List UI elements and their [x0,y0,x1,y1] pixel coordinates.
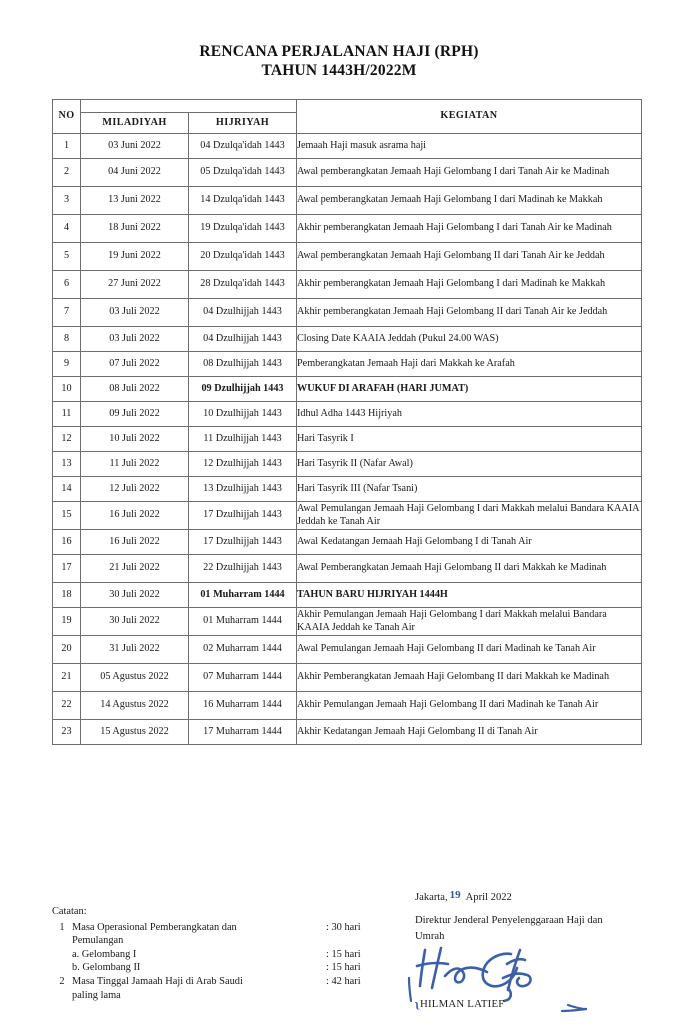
cell-no: 22 [53,692,81,720]
cell-hijriyah: 28 Dzulqa'idah 1443 [189,271,297,299]
cell-no: 7 [53,299,81,327]
cell-miladiyah: 30 Juli 2022 [81,608,189,636]
cell-no: 1 [53,134,81,159]
table-row [53,271,642,299]
cell-no: 2 [53,159,81,187]
cell-miladiyah: 19 Juni 2022 [81,243,189,271]
signature-name-text: HILMAN LATIEF [420,998,505,1010]
table-head [53,100,642,134]
notes-heading: Catatan: [52,906,87,917]
header-hijriyah: HIJRIYAH [189,113,297,134]
cell-no: 11 [53,402,81,427]
cell-kegiatan: Akhir pemberangkatan Jemaah Haji Gelombang I dari Madinah ke Makkah [297,271,642,299]
title-line-1: RENCANA PERJALANAN HAJI (RPH) [199,43,479,60]
note-label: Masa Tinggal Jamaah Haji di Arab Saudi [72,975,243,987]
table-row [53,692,642,720]
table-row [53,530,642,555]
cell-miladiyah: 04 Juni 2022 [81,159,189,187]
signature-flourish-icon [556,1000,596,1018]
cell-kegiatan: Awal Pemulangan Jemaah Haji Gelombang I dari Makkah melalui Bandara KAAIA Jeddah ke Tanah Air [297,502,642,530]
cell-miladiyah: 08 Juli 2022 [81,377,189,402]
cell-miladiyah: 10 Juli 2022 [81,427,189,452]
cell-kegiatan: Awal Pemulangan Jemaah Haji Gelombang II dari Madinah ke Tanah Air [297,636,642,664]
cell-kegiatan: Akhir Kedatangan Jemaah Haji Gelombang II di Tanah Air [297,720,642,745]
cell-kegiatan: Closing Date KAAIA Jeddah (Pukul 24.00 WAS) [297,327,642,352]
cell-miladiyah: 09 Juli 2022 [81,402,189,427]
cell-no: 6 [53,271,81,299]
cell-kegiatan: Jemaah Haji masuk asrama haji [297,134,642,159]
cell-miladiyah: 12 Juli 2022 [81,477,189,502]
cell-no: 13 [53,452,81,477]
cell-miladiyah: 27 Juni 2022 [81,271,189,299]
cell-kegiatan: Akhir Pemulangan Jemaah Haji Gelombang II dari Madinah ke Tanah Air [297,692,642,720]
cell-no: 20 [53,636,81,664]
note-label-continued: paling lama [72,989,121,1001]
cell-miladiyah: 16 Juli 2022 [81,502,189,530]
cell-miladiyah: 16 Juli 2022 [81,530,189,555]
table-row [53,215,642,243]
table-row [53,327,642,352]
cell-no: 10 [53,377,81,402]
cell-kegiatan: Hari Tasyrik I [297,427,642,452]
cell-miladiyah: 21 Juli 2022 [81,555,189,583]
signature-block [415,888,665,998]
cell-hijriyah: 14 Dzulqa'idah 1443 [189,187,297,215]
cell-hijriyah: 08 Dzulhijjah 1443 [189,352,297,377]
cell-no: 18 [53,583,81,608]
note-item [52,948,382,962]
cell-no: 19 [53,608,81,636]
cell-hijriyah: 10 Dzulhijjah 1443 [189,402,297,427]
note-number: 1 [59,921,65,933]
header-kegiatan: KEGIATAN [297,100,642,134]
cell-hijriyah: 11 Dzulhijjah 1443 [189,427,297,452]
cell-miladiyah: 15 Agustus 2022 [81,720,189,745]
cell-hijriyah: 01 Muharram 1444 [189,608,297,636]
cell-kegiatan: Awal Kedatangan Jemaah Haji Gelombang I di Tanah Air [297,530,642,555]
signature-day-handwritten: 19 [449,889,461,901]
cell-kegiatan: Akhir Pemberangkatan Jemaah Haji Gelombang II dari Makkah ke Madinah [297,664,642,692]
cell-kegiatan: Hari Tasyrik II (Nafar Awal) [297,452,642,477]
table-row [53,555,642,583]
signature-place-date [415,888,665,905]
cell-hijriyah: 04 Dzulhijjah 1443 [189,299,297,327]
note-value: : 30 hari [326,921,361,933]
cell-miladiyah: 03 Juli 2022 [81,327,189,352]
note-label: b. Gelombang II [72,962,141,974]
table-row [53,159,642,187]
cell-kegiatan: Akhir pemberangkatan Jemaah Haji Gelombang II dari Tanah Air ke Jeddah [297,299,642,327]
table-row [53,427,642,452]
table-row [53,352,642,377]
cell-no: 8 [53,327,81,352]
schedule-table-container [52,99,641,745]
cell-kegiatan: TAHUN BARU HIJRIYAH 1444H [297,583,642,608]
cell-kegiatan: Awal pemberangkatan Jemaah Haji Gelombang I dari Tanah Air ke Madinah [297,159,642,187]
cell-no: 9 [53,352,81,377]
cell-kegiatan: Awal pemberangkatan Jemaah Haji Gelombang I dari Madinah ke Makkah [297,187,642,215]
table-row [53,583,642,608]
note-label-continued: Pemulangan [72,935,124,947]
cell-no: 17 [53,555,81,583]
header-tanggal-group [81,100,297,113]
cell-kegiatan: Akhir Pemulangan Jemaah Haji Gelombang I dari Makkah melalui Bandara KAAIA Jeddah ke Tanah Air [297,608,642,636]
signature-month-year: April 2022 [465,892,512,903]
table-row [53,134,642,159]
signature-role-line-2: Umrah [415,931,445,942]
note-item [52,975,382,989]
cell-kegiatan: Hari Tasyrik III (Nafar Tsani) [297,477,642,502]
cell-hijriyah: 04 Dzulhijjah 1443 [189,327,297,352]
table-row [53,502,642,530]
page-title [0,42,678,80]
cell-miladiyah: 03 Juli 2022 [81,299,189,327]
handwritten-signature-icon [407,944,637,1004]
cell-no: 12 [53,427,81,452]
signature-mark [415,946,645,998]
cell-miladiyah: 05 Agustus 2022 [81,664,189,692]
header-no: NO [53,100,81,134]
cell-hijriyah: 07 Muharram 1444 [189,664,297,692]
table-row [53,636,642,664]
cell-no: 5 [53,243,81,271]
cell-hijriyah: 17 Muharram 1444 [189,720,297,745]
table-row [53,187,642,215]
cell-no: 4 [53,215,81,243]
cell-hijriyah: 22 Dzulhijjah 1443 [189,555,297,583]
note-number: 2 [59,975,65,987]
cell-no: 14 [53,477,81,502]
table-row [53,608,642,636]
cell-hijriyah: 17 Dzulhijjah 1443 [189,530,297,555]
cell-kegiatan: Awal pemberangkatan Jemaah Haji Gelombang II dari Tanah Air ke Jeddah [297,243,642,271]
note-value: : 42 hari [326,975,361,987]
table-row [53,720,642,745]
notes-block [52,905,382,1002]
cell-hijriyah: 02 Muharram 1444 [189,636,297,664]
note-item [52,961,382,975]
cell-hijriyah: 17 Dzulhijjah 1443 [189,502,297,530]
cell-no: 16 [53,530,81,555]
cell-no: 21 [53,664,81,692]
note-value: : 15 hari [326,948,361,960]
cell-hijriyah: 13 Dzulhijjah 1443 [189,477,297,502]
cell-hijriyah: 05 Dzulqa'idah 1443 [189,159,297,187]
table-row [53,477,642,502]
cell-miladiyah: 07 Juli 2022 [81,352,189,377]
table-row [53,452,642,477]
cell-kegiatan: Akhir pemberangkatan Jemaah Haji Gelombang I dari Tanah Air ke Madinah [297,215,642,243]
table-row [53,664,642,692]
title-line-2: TAHUN 1443H/2022M [261,62,417,79]
table-row [53,402,642,427]
cell-kegiatan: Pemberangkatan Jemaah Haji dari Makkah ke Arafah [297,352,642,377]
note-item [52,921,382,935]
signature-name [415,998,504,1010]
paraph-mark-icon: ʅ [415,998,419,1010]
cell-hijriyah: 09 Dzulhijjah 1443 [189,377,297,402]
signature-place: Jakarta, [415,892,448,903]
cell-kegiatan: Idhul Adha 1443 Hijriyah [297,402,642,427]
cell-miladiyah: 11 Juli 2022 [81,452,189,477]
table-row [53,243,642,271]
cell-hijriyah: 20 Dzulqa'idah 1443 [189,243,297,271]
cell-hijriyah: 16 Muharram 1444 [189,692,297,720]
cell-hijriyah: 04 Dzulqa'idah 1443 [189,134,297,159]
note-label: Masa Operasional Pemberangkatan dan [72,921,237,933]
table-row [53,299,642,327]
signature-role-line-1: Direktur Jenderal Penyelenggaraan Haji dan [415,915,603,926]
header-miladiyah: MILADIYAH [81,113,189,134]
table-body [53,134,642,745]
cell-no: 23 [53,720,81,745]
cell-hijriyah: 01 Muharram 1444 [189,583,297,608]
note-label: a. Gelombang I [72,948,137,960]
notes-list [52,921,382,1003]
table-header-row-top [53,100,642,113]
rph-schedule-table [52,99,642,745]
cell-kegiatan: Awal Pemberangkatan Jemaah Haji Gelombang II dari Makkah ke Madinah [297,555,642,583]
cell-miladiyah: 30 Juli 2022 [81,583,189,608]
cell-hijriyah: 19 Dzulqa'idah 1443 [189,215,297,243]
cell-no: 3 [53,187,81,215]
cell-miladiyah: 14 Agustus 2022 [81,692,189,720]
cell-no: 15 [53,502,81,530]
table-row [53,377,642,402]
cell-miladiyah: 18 Juni 2022 [81,215,189,243]
cell-kegiatan: WUKUF DI ARAFAH (HARI JUMAT) [297,377,642,402]
cell-hijriyah: 12 Dzulhijjah 1443 [189,452,297,477]
note-value: : 15 hari [326,962,361,974]
cell-miladiyah: 31 Juli 2022 [81,636,189,664]
cell-miladiyah: 13 Juni 2022 [81,187,189,215]
cell-miladiyah: 03 Juni 2022 [81,134,189,159]
